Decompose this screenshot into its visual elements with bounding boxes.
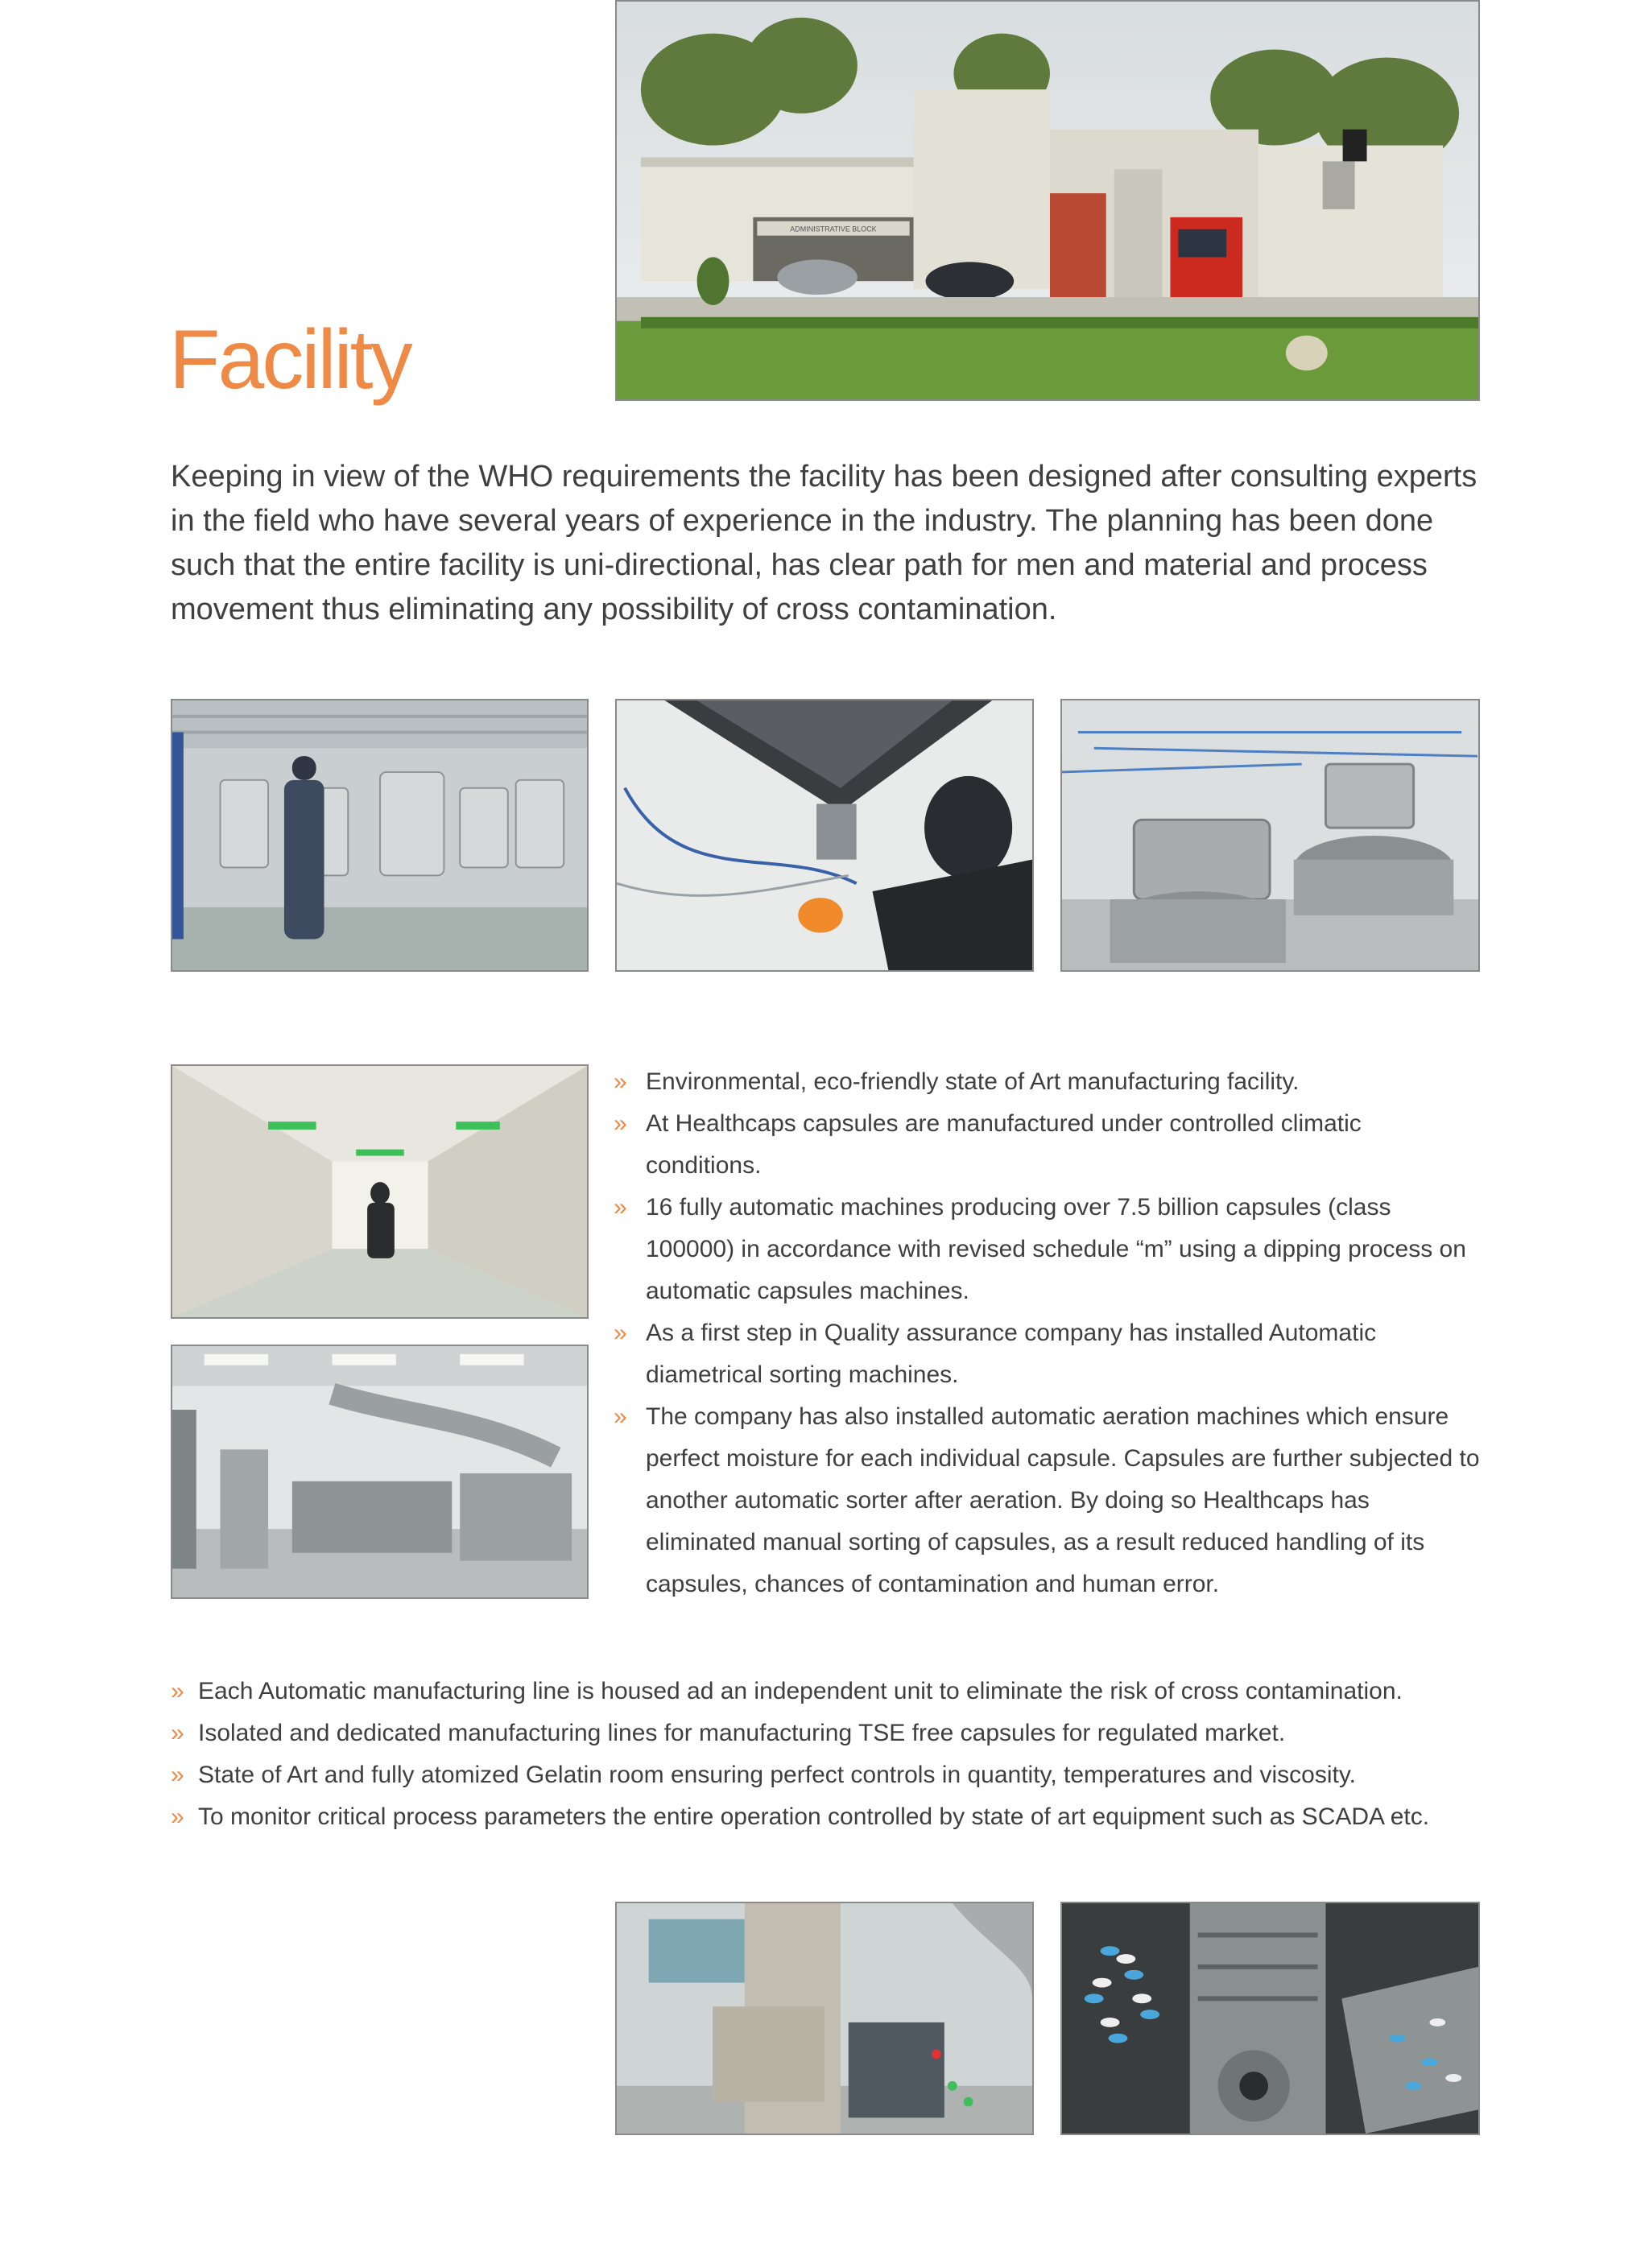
building-sign-text: ADMINISTRATIVE BLOCK	[790, 225, 877, 233]
page-title: Facility	[169, 313, 411, 407]
bullet-marker: »	[614, 1320, 627, 1346]
list-item-text: State of Art and fully atomized Gelatin room ensuring perfect controls in quantity, temperatures and viscosity.	[198, 1762, 1356, 1788]
list-item-text: Environmental, eco-friendly state of Art manufacturing facility.	[646, 1068, 1300, 1095]
machine-room-photo	[615, 1902, 1034, 2135]
list-item	[171, 1754, 1523, 1796]
bullet-marker: »	[614, 1403, 627, 1430]
list-item	[171, 1712, 1523, 1754]
features-list-right	[614, 1061, 1483, 1605]
intro-paragraph: Keeping in view of the WHO requirements the facility has been designed after consulting experts in the field who have several years of experience in the industry. The planning has been done such that the entire facility is uni-directional, has clear path for men and material and process movement thus eliminating any possibility of cross contamination.	[171, 460, 1477, 626]
list-item-text: Isolated and dedicated manufacturing lines for manufacturing TSE free capsules for regulated market.	[198, 1720, 1286, 1746]
list-item	[614, 1312, 1483, 1396]
list-item	[614, 1187, 1483, 1312]
operator-photo	[615, 699, 1034, 972]
list-item	[614, 1061, 1483, 1103]
building-photo	[615, 0, 1480, 401]
list-item-text: Each Automatic manufacturing line is housed ad an independent unit to eliminate the risk of cross contamination.	[198, 1678, 1403, 1704]
corridor-photo	[171, 1064, 589, 1319]
bullet-marker: »	[614, 1110, 627, 1137]
list-item	[614, 1103, 1483, 1187]
production-line-photo	[171, 1345, 589, 1599]
list-item-text: 16 fully automatic machines producing over 7.5 billion capsules (class 100000) in accordance with revised schedule “m” using a dipping process on automatic capsules machines.	[646, 1194, 1466, 1304]
bullet-marker: »	[171, 1678, 184, 1704]
bullet-marker: »	[171, 1720, 184, 1746]
bullet-marker: »	[171, 1803, 184, 1830]
list-item	[171, 1796, 1523, 1838]
list-item	[614, 1396, 1483, 1605]
reactor-equipment-photo	[1060, 699, 1480, 972]
bullet-marker: »	[614, 1194, 627, 1221]
features-list-bottom	[171, 1671, 1523, 1838]
tanks-room-photo	[171, 699, 589, 972]
list-item-text: The company has also installed automatic aeration machines which ensure perfect moisture for each individual capsule. Capsules are further subjected to another automatic sorter after aeration. By doing so Healthcaps has eliminated manual sorting of capsules, as a result reduced handling of its capsules, chances of contamination and human error.	[646, 1403, 1480, 1597]
bullet-marker: »	[614, 1068, 627, 1095]
list-item-text: At Healthcaps capsules are manufactured under controlled climatic conditions.	[646, 1110, 1362, 1179]
list-item-text: As a first step in Quality assurance company has installed Automatic diametrical sorting machines.	[646, 1320, 1377, 1388]
list-item-text: To monitor critical process parameters the entire operation controlled by state of art equipment such as SCADA etc.	[198, 1803, 1430, 1830]
list-item	[171, 1671, 1523, 1712]
bullet-marker: »	[171, 1762, 184, 1788]
capsules-machine-photo	[1060, 1902, 1480, 2135]
